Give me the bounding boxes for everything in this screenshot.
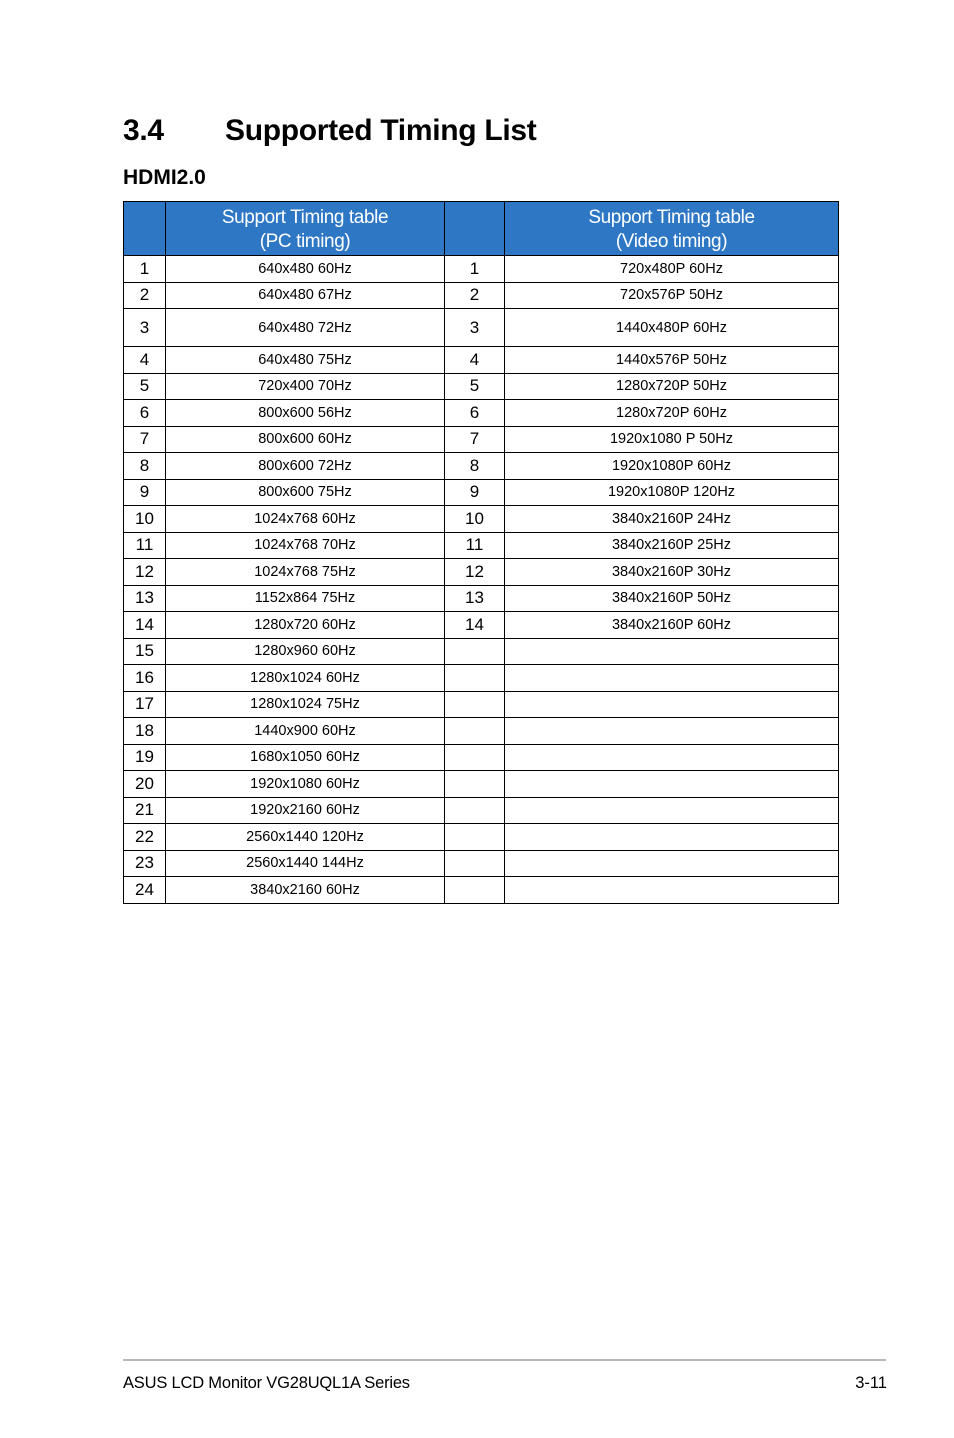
video-index-cell: 2 xyxy=(445,282,505,309)
table-row xyxy=(124,309,839,347)
table-row xyxy=(124,400,839,427)
header-blank-cell xyxy=(445,202,505,256)
video-index-cell: 6 xyxy=(445,400,505,427)
pc-timing-cell: 1280x960 60Hz xyxy=(166,638,445,665)
pc-timing-cell: 640x480 72Hz xyxy=(166,309,445,347)
table-row xyxy=(124,877,839,904)
pc-timing-cell: 1024x768 75Hz xyxy=(166,559,445,586)
pc-timing-cell: 1024x768 60Hz xyxy=(166,506,445,533)
pc-index-cell: 4 xyxy=(124,347,166,374)
pc-timing-cell: 720x400 70Hz xyxy=(166,373,445,400)
table-row xyxy=(124,771,839,798)
pc-index-cell: 5 xyxy=(124,373,166,400)
table-row xyxy=(124,282,839,309)
video-index-cell: 7 xyxy=(445,426,505,453)
video-index-cell: 8 xyxy=(445,453,505,480)
pc-timing-cell: 1280x1024 75Hz xyxy=(166,691,445,718)
video-timing-cell: 720x480P 60Hz xyxy=(505,256,839,283)
video-timing-cell xyxy=(505,771,839,798)
pc-index-cell: 16 xyxy=(124,665,166,692)
header-blank-cell xyxy=(124,202,166,256)
video-index-cell xyxy=(445,718,505,745)
video-timing-cell: 3840x2160P 30Hz xyxy=(505,559,839,586)
pc-index-cell: 11 xyxy=(124,532,166,559)
video-index-cell xyxy=(445,691,505,718)
footer-product-name: ASUS LCD Monitor VG28UQL1A Series xyxy=(123,1374,410,1392)
video-index-cell: 1 xyxy=(445,256,505,283)
pc-timing-cell: 2560x1440 120Hz xyxy=(166,824,445,851)
video-timing-cell: 3840x2160P 25Hz xyxy=(505,532,839,559)
video-timing-cell: 1920x1080 P 50Hz xyxy=(505,426,839,453)
header-video-timing xyxy=(505,202,839,256)
section-title-text: Supported Timing List xyxy=(225,114,537,147)
pc-timing-cell: 3840x2160 60Hz xyxy=(166,877,445,904)
video-index-cell xyxy=(445,638,505,665)
timing-table xyxy=(123,201,839,904)
video-index-cell: 12 xyxy=(445,559,505,586)
header-video-line1: Support Timing table xyxy=(588,206,755,228)
table-row xyxy=(124,453,839,480)
video-timing-cell xyxy=(505,797,839,824)
video-timing-cell xyxy=(505,638,839,665)
pc-timing-cell: 1680x1050 60Hz xyxy=(166,744,445,771)
pc-index-cell: 23 xyxy=(124,850,166,877)
table-row xyxy=(124,585,839,612)
table-row xyxy=(124,665,839,692)
footer-page-number: 3-11 xyxy=(855,1374,887,1392)
section-number: 3.4 xyxy=(123,114,164,147)
video-timing-cell: 1440x576P 50Hz xyxy=(505,347,839,374)
footer-divider xyxy=(123,1359,886,1361)
pc-timing-cell: 1280x720 60Hz xyxy=(166,612,445,639)
section-title xyxy=(123,114,536,148)
video-timing-cell: 3840x2160P 24Hz xyxy=(505,506,839,533)
pc-timing-cell: 640x480 75Hz xyxy=(166,347,445,374)
header-video-line2: (Video timing) xyxy=(615,230,728,252)
table-row xyxy=(124,744,839,771)
video-timing-cell xyxy=(505,877,839,904)
pc-timing-cell: 1152x864 75Hz xyxy=(166,585,445,612)
video-timing-cell: 1280x720P 60Hz xyxy=(505,400,839,427)
video-timing-cell: 1280x720P 50Hz xyxy=(505,373,839,400)
pc-timing-cell: 1920x2160 60Hz xyxy=(166,797,445,824)
video-index-cell: 5 xyxy=(445,373,505,400)
pc-index-cell: 8 xyxy=(124,453,166,480)
video-timing-cell xyxy=(505,824,839,851)
table-row xyxy=(124,373,839,400)
pc-index-cell: 6 xyxy=(124,400,166,427)
section-subtitle: HDMI2.0 xyxy=(123,166,206,189)
video-timing-cell xyxy=(505,691,839,718)
table-row xyxy=(124,426,839,453)
table-row xyxy=(124,506,839,533)
video-timing-cell: 3840x2160P 50Hz xyxy=(505,585,839,612)
pc-index-cell: 13 xyxy=(124,585,166,612)
header-pc-line1: Support Timing table xyxy=(221,206,389,228)
pc-timing-cell: 2560x1440 144Hz xyxy=(166,850,445,877)
video-timing-cell xyxy=(505,665,839,692)
table-row xyxy=(124,559,839,586)
pc-index-cell: 2 xyxy=(124,282,166,309)
pc-index-cell: 12 xyxy=(124,559,166,586)
pc-timing-cell: 1280x1024 60Hz xyxy=(166,665,445,692)
pc-index-cell: 9 xyxy=(124,479,166,506)
pc-timing-cell: 800x600 72Hz xyxy=(166,453,445,480)
pc-timing-cell: 800x600 60Hz xyxy=(166,426,445,453)
pc-index-cell: 15 xyxy=(124,638,166,665)
pc-timing-cell: 1920x1080 60Hz xyxy=(166,771,445,798)
table-row xyxy=(124,850,839,877)
video-index-cell: 11 xyxy=(445,532,505,559)
video-index-cell xyxy=(445,850,505,877)
table-row xyxy=(124,797,839,824)
video-index-cell xyxy=(445,824,505,851)
pc-timing-cell: 640x480 60Hz xyxy=(166,256,445,283)
pc-index-cell: 7 xyxy=(124,426,166,453)
video-timing-cell xyxy=(505,744,839,771)
table-row xyxy=(124,718,839,745)
video-timing-cell: 1920x1080P 60Hz xyxy=(505,453,839,480)
timing-table-body xyxy=(124,202,839,904)
video-index-cell xyxy=(445,744,505,771)
video-index-cell xyxy=(445,771,505,798)
pc-timing-cell: 1440x900 60Hz xyxy=(166,718,445,745)
pc-timing-cell: 640x480 67Hz xyxy=(166,282,445,309)
table-row xyxy=(124,479,839,506)
pc-index-cell: 1 xyxy=(124,256,166,283)
table-row xyxy=(124,691,839,718)
table-row xyxy=(124,256,839,283)
pc-index-cell: 3 xyxy=(124,309,166,347)
header-pc-timing xyxy=(166,202,445,256)
pc-index-cell: 10 xyxy=(124,506,166,533)
video-index-cell: 4 xyxy=(445,347,505,374)
video-index-cell xyxy=(445,877,505,904)
header-pc-line2: (PC timing) xyxy=(259,230,351,252)
pc-timing-cell: 1024x768 70Hz xyxy=(166,532,445,559)
video-index-cell: 13 xyxy=(445,585,505,612)
pc-index-cell: 21 xyxy=(124,797,166,824)
table-row xyxy=(124,532,839,559)
pc-index-cell: 19 xyxy=(124,744,166,771)
video-timing-cell: 720x576P 50Hz xyxy=(505,282,839,309)
table-row xyxy=(124,824,839,851)
table-row xyxy=(124,347,839,374)
pc-index-cell: 18 xyxy=(124,718,166,745)
table-header-row xyxy=(124,202,839,256)
pc-index-cell: 24 xyxy=(124,877,166,904)
pc-timing-cell: 800x600 56Hz xyxy=(166,400,445,427)
video-index-cell: 14 xyxy=(445,612,505,639)
pc-index-cell: 20 xyxy=(124,771,166,798)
pc-index-cell: 22 xyxy=(124,824,166,851)
video-index-cell xyxy=(445,797,505,824)
video-timing-cell: 3840x2160P 60Hz xyxy=(505,612,839,639)
video-timing-cell xyxy=(505,850,839,877)
table-row xyxy=(124,638,839,665)
pc-timing-cell: 800x600 75Hz xyxy=(166,479,445,506)
video-index-cell xyxy=(445,665,505,692)
video-timing-cell: 1440x480P 60Hz xyxy=(505,309,839,347)
table-row xyxy=(124,612,839,639)
pc-index-cell: 17 xyxy=(124,691,166,718)
video-timing-cell xyxy=(505,718,839,745)
video-index-cell: 10 xyxy=(445,506,505,533)
video-index-cell: 3 xyxy=(445,309,505,347)
video-timing-cell: 1920x1080P 120Hz xyxy=(505,479,839,506)
pc-index-cell: 14 xyxy=(124,612,166,639)
video-index-cell: 9 xyxy=(445,479,505,506)
